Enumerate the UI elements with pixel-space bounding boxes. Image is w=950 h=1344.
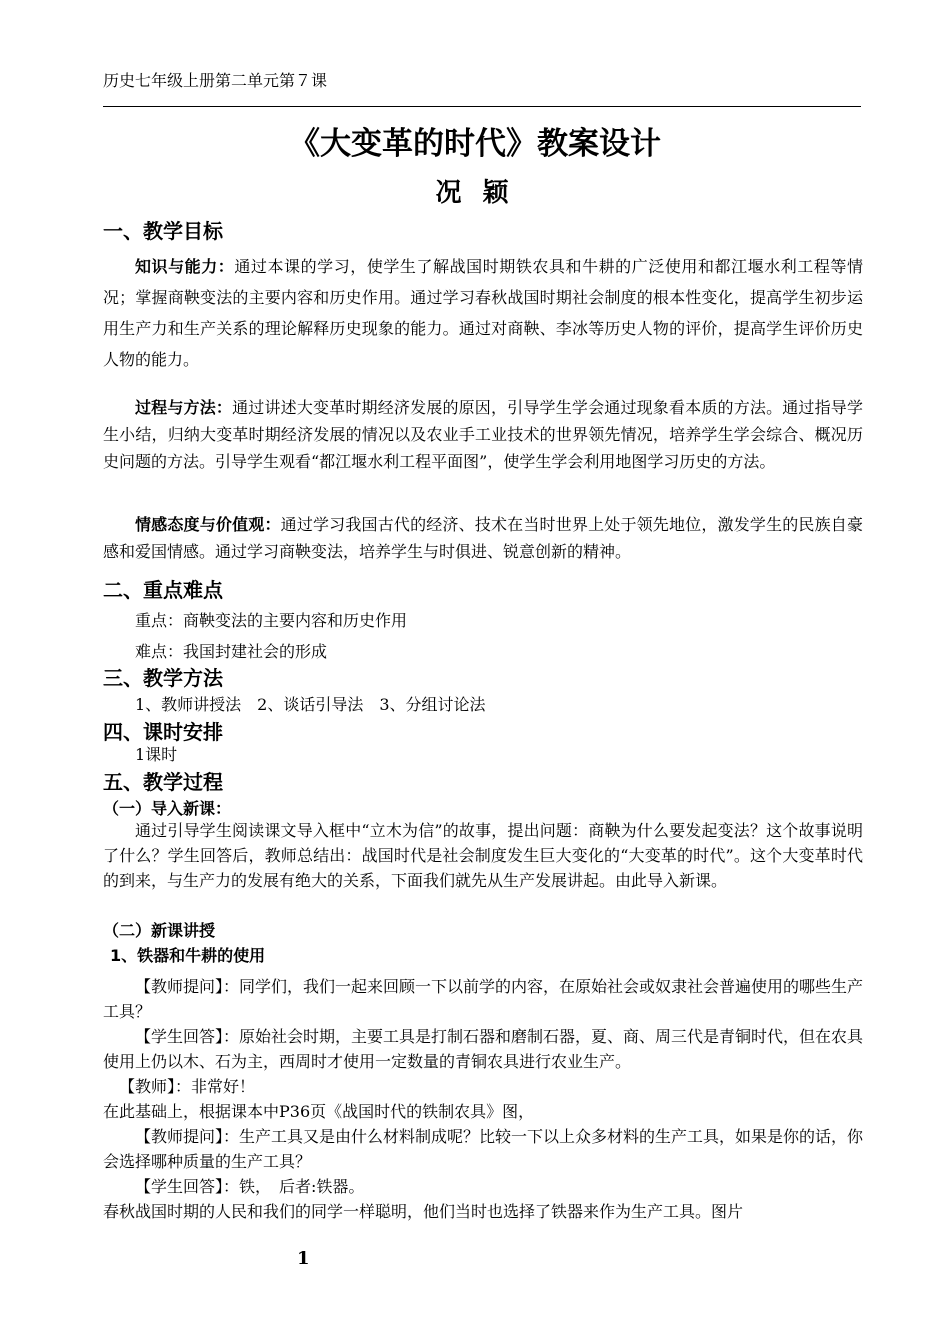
document-title: 《大变革的时代》教案设计 bbox=[289, 126, 661, 162]
intro-paragraph: 通过引导学生阅读课文导入框中“立木为信”的故事，提出问题：商鞅为什么要发起变法？这个故事说明了什么？学生回答后，教师总结出：战国时代是社会制度发生巨大变化的“大变革的时代”。这个大变革时代的到来，与生产力的发展有绝大的关系，下面我们就先从生产发展讲起。由此导入新课。 bbox=[103, 821, 863, 890]
emotion-text: 通过学习我国古代的经济、技术在当时世界上处于领先地位，激发学生的民族自豪感和爱国情感。通过学习商鞅变法，培养学生与时俱进、锐意创新的精神。 bbox=[103, 515, 863, 561]
objective-process bbox=[103, 394, 863, 475]
subsection-intro: （一）导入新课： bbox=[103, 799, 232, 818]
page-number: 1 bbox=[297, 1248, 310, 1269]
knowledge-label: 知识与能力： bbox=[135, 257, 235, 276]
dialog-textbook-ref: 在此基础上，根据课本中P36页《战国时代的铁制农具》图， bbox=[103, 1102, 535, 1121]
dialog-student-answer-1: 【学生回答】：原始社会时期，主要工具是打制石器和磨制石器，夏、商、周三代是青铜时代，但在农具使用上仍以木、石为主，西周时才使用一定数量的青铜农具进行农业生产。 bbox=[103, 1027, 864, 1071]
objective-knowledge bbox=[103, 251, 863, 375]
section-heading-key-points: 二、重点难点 bbox=[103, 578, 223, 602]
topic-iron-plough: 1、铁器和牛耕的使用 bbox=[110, 946, 266, 965]
dialog-teacher-question-1: 【教师提问】：同学们，我们一起来回顾一下以前学的内容，在原始社会或奴隶社会普遍使用的哪些生产工具？ bbox=[103, 977, 864, 1021]
objective-emotion bbox=[103, 511, 863, 565]
teaching-methods: 1、教师讲授法 2、谈话引导法 3、分组讨论法 bbox=[135, 695, 486, 714]
section-heading-schedule: 四、课时安排 bbox=[103, 720, 223, 744]
key-point: 重点：商鞅变法的主要内容和历史作用 bbox=[135, 611, 408, 630]
section-heading-objectives: 一、教学目标 bbox=[103, 219, 223, 243]
section-heading-methods: 三、教学方法 bbox=[103, 666, 223, 690]
emotion-label: 情感态度与价值观： bbox=[135, 515, 281, 534]
author-name: 况 颖 bbox=[435, 178, 515, 208]
course-header: 历史七年级上册第二单元第７课 bbox=[103, 71, 328, 90]
class-hours: 1课时 bbox=[135, 745, 178, 764]
dialog-teacher-question-2: 【教师提问】：生产工具又是由什么材料制成呢？比较一下以上众多材料的生产工具，如果是你的话，你会选择哪种质量的生产工具？ bbox=[103, 1127, 864, 1171]
section-heading-process: 五、教学过程 bbox=[103, 770, 223, 794]
dialog-continuation: 春秋战国时期的人民和我们的同学一样聪明，他们当时也选择了铁器来作为生产工具。图片 bbox=[103, 1202, 744, 1221]
knowledge-text: 通过本课的学习，使学生了解战国时期铁农具和牛耕的广泛使用和都江堰水利工程等情况；掌握商鞅变法的主要内容和历史作用。通过学习春秋战国时期社会制度的根本性变化，提高学生初步运用生产力和生产关系的理论解释历史现象的能力。通过对商鞅、李冰等历史人物的评价，提高学生评价历史人物的能力。 bbox=[103, 257, 863, 369]
process-text: 通过讲述大变革时期经济发展的原因，引导学生学会通过现象看本质的方法。通过指导学生小结，归纳大变革时期经济发展的情况以及农业手工业技术的世界领先情况，培养学生学会综合、概况历史问题的方法。引导学生观看“都江堰水利工程平面图”，使学生学会利用地图学习历史的方法。 bbox=[103, 398, 863, 471]
dialog-teacher-reply: 【教师】：非常好！ bbox=[119, 1077, 256, 1096]
header-rule bbox=[103, 106, 861, 107]
dialog-student-answer-2: 【学生回答】：铁， 后者:铁器。 bbox=[135, 1177, 365, 1196]
process-label: 过程与方法： bbox=[135, 398, 233, 417]
difficult-point: 难点：我国封建社会的形成 bbox=[135, 642, 328, 661]
subsection-new-lesson: （二）新课讲授 bbox=[103, 921, 216, 940]
